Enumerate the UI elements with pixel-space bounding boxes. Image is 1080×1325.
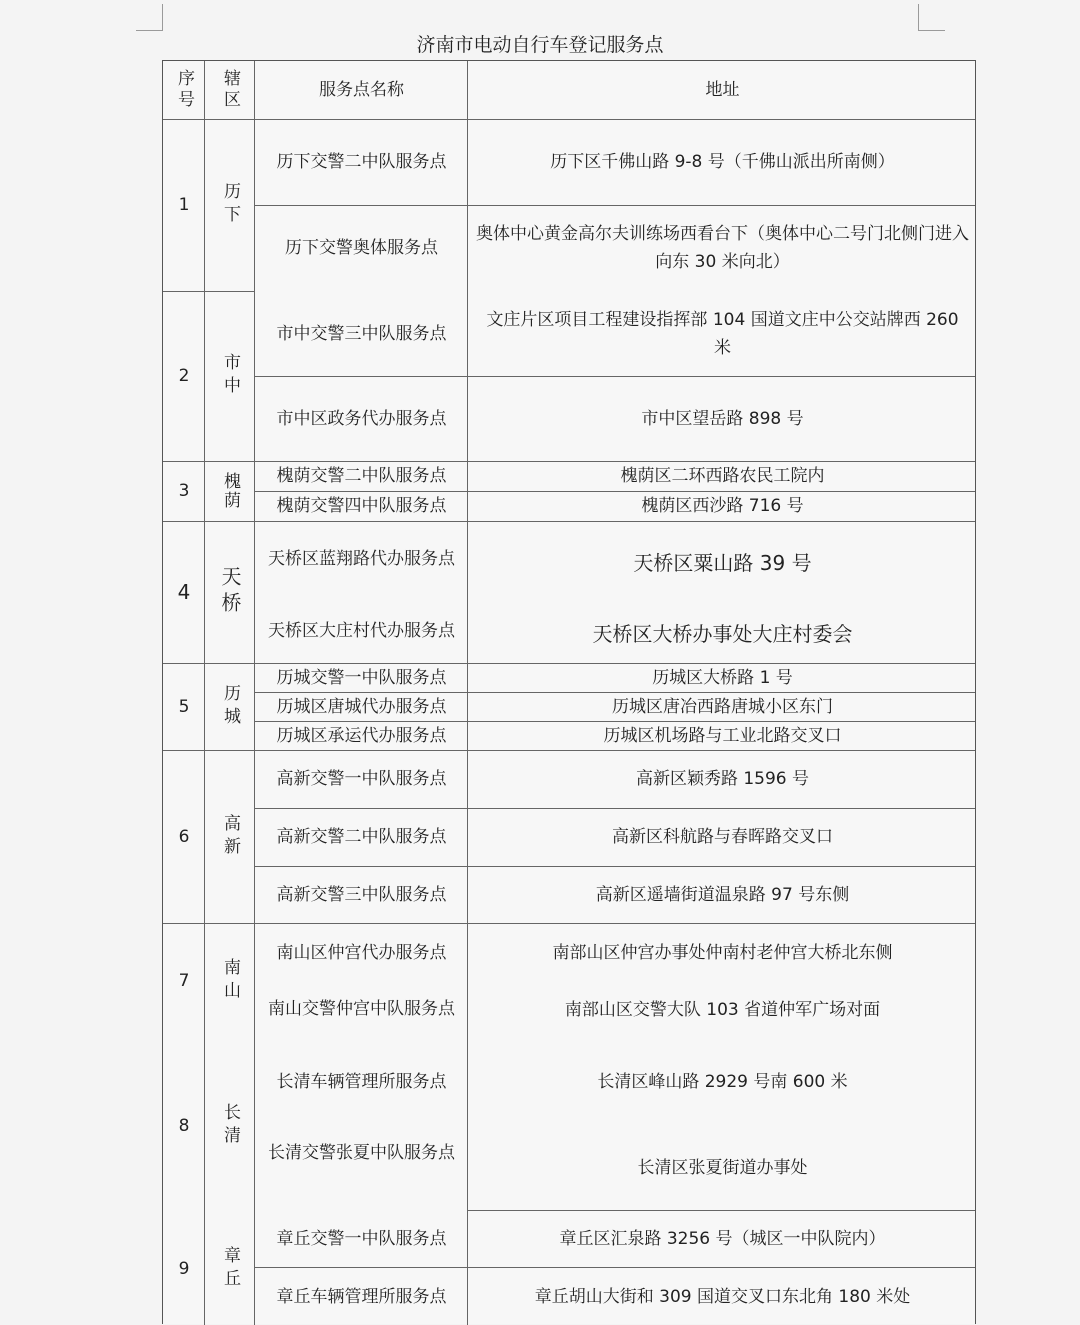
service-point-name: 章丘交警一中队服务点 [276, 1229, 447, 1249]
row-seq: 9 [178, 1259, 190, 1279]
row-seq: 5 [178, 696, 190, 717]
grid-line [163, 923, 975, 924]
grid-line [255, 866, 975, 867]
grid-line [163, 291, 255, 292]
service-point-name: 章丘车辆管理所服务点 [276, 1286, 447, 1307]
row-district: 长清 [220, 1103, 240, 1149]
service-point-address: 章丘区汇泉路 3256 号（城区一中队院内） [559, 1229, 886, 1249]
row-seq: 4 [177, 580, 191, 604]
service-points-table [162, 60, 976, 1324]
service-point-address: 章丘胡山大街和 309 国道交叉口东北角 180 米处 [534, 1286, 911, 1307]
row-district: 高新 [220, 813, 240, 860]
row-district: 槐荫 [220, 472, 240, 510]
service-point-address: 文庄片区项目工程建设指挥部 104 国道文庄中公交站牌西 260 米 [486, 309, 959, 358]
service-point-name: 南山区仲宫代办服务点 [276, 943, 447, 963]
grid-line [204, 61, 205, 1325]
header-address: 地址 [705, 80, 740, 100]
service-point-name: 高新交警三中队服务点 [276, 884, 447, 905]
service-point-name: 历城区承运代办服务点 [276, 725, 447, 746]
grid-line [163, 119, 975, 120]
grid-line [254, 61, 255, 1325]
service-point-name: 历城区唐城代办服务点 [276, 696, 447, 717]
service-point-name: 历城交警一中队服务点 [276, 667, 447, 688]
grid-line [163, 663, 975, 664]
row-seq: 6 [178, 826, 190, 847]
service-point-address: 历城区大桥路 1 号 [652, 667, 793, 688]
service-point-address: 天桥区大桥办事处大庄村委会 [592, 622, 853, 646]
service-point-address: 天桥区粟山路 39 号 [633, 551, 812, 575]
page-corner-mark-right [918, 4, 945, 31]
service-point-address: 历下区千佛山路 9-8 号（千佛山派出所南侧） [550, 152, 895, 172]
service-point-name: 长清车辆管理所服务点 [276, 1072, 447, 1092]
grid-line [255, 1267, 975, 1268]
row-seq: 2 [178, 366, 190, 386]
service-point-address: 槐荫区二环西路农民工院内 [620, 466, 825, 486]
service-point-address: 高新区科航路与春晖路交叉口 [612, 827, 833, 847]
row-seq: 7 [178, 971, 190, 991]
service-point-name: 天桥区大庄村代办服务点 [268, 621, 455, 641]
row-seq: 8 [178, 1116, 190, 1136]
service-point-name: 历下交警二中队服务点 [276, 152, 447, 172]
grid-line [255, 491, 975, 492]
grid-line [467, 1210, 975, 1211]
service-point-name: 南山交警仲宫中队服务点 [268, 999, 455, 1019]
service-point-address: 历城区唐冶西路唐城小区东门 [612, 696, 833, 717]
service-point-address: 槐荫区西沙路 716 号 [641, 496, 804, 516]
service-point-name: 市中区政务代办服务点 [276, 408, 447, 429]
header-name: 服务点名称 [319, 80, 404, 100]
service-point-name: 槐荫交警二中队服务点 [276, 466, 447, 486]
header-seq: 序号 [174, 69, 194, 111]
service-point-address: 长清区峰山路 2929 号南 600 米 [597, 1072, 848, 1092]
service-point-name: 天桥区蓝翔路代办服务点 [268, 549, 455, 569]
row-district: 市中 [220, 353, 240, 399]
service-point-address: 奥体中心黄金高尔夫训练场西看台下（奥体中心二号门北侧门进入向东 30 米向北） [476, 224, 969, 272]
row-district: 历城 [220, 683, 240, 730]
grid-line [255, 808, 975, 809]
row-district: 章丘 [220, 1246, 240, 1292]
service-point-address: 市中区望岳路 898 号 [641, 408, 804, 429]
service-point-address: 高新区颖秀路 1596 号 [635, 769, 810, 789]
document-title: 济南市电动自行车登记服务点 [416, 34, 664, 56]
grid-line [255, 692, 975, 693]
grid-line [163, 750, 975, 751]
grid-line [255, 376, 975, 377]
row-district: 天桥 [218, 566, 242, 618]
service-point-name: 历下交警奥体服务点 [285, 238, 438, 258]
header-district: 辖区 [220, 69, 240, 111]
service-point-address: 南部山区仲宫办事处仲南村老仲宫大桥北东侧 [552, 943, 893, 963]
service-point-address: 长清区张夏街道办事处 [637, 1158, 808, 1178]
page-corner-mark-left [136, 4, 163, 31]
row-seq: 1 [178, 195, 190, 215]
service-point-name: 高新交警一中队服务点 [276, 769, 447, 789]
row-seq: 3 [178, 481, 190, 501]
service-point-address: 高新区遥墙街道温泉路 97 号东侧 [595, 884, 850, 905]
grid-line [163, 521, 975, 522]
grid-line [255, 721, 975, 722]
service-point-name: 高新交警二中队服务点 [276, 827, 447, 847]
row-district: 历下 [220, 182, 240, 228]
grid-line [163, 461, 975, 462]
grid-line [255, 205, 975, 206]
service-point-name: 长清交警张夏中队服务点 [268, 1143, 455, 1163]
service-point-address: 历城区机场路与工业北路交叉口 [603, 725, 842, 746]
service-point-name: 槐荫交警四中队服务点 [276, 496, 447, 516]
grid-line [467, 61, 468, 1325]
service-point-name: 市中交警三中队服务点 [276, 323, 447, 344]
row-district: 南山 [220, 958, 240, 1004]
service-point-address: 南部山区交警大队 103 省道仲军广场对面 [564, 1000, 881, 1020]
